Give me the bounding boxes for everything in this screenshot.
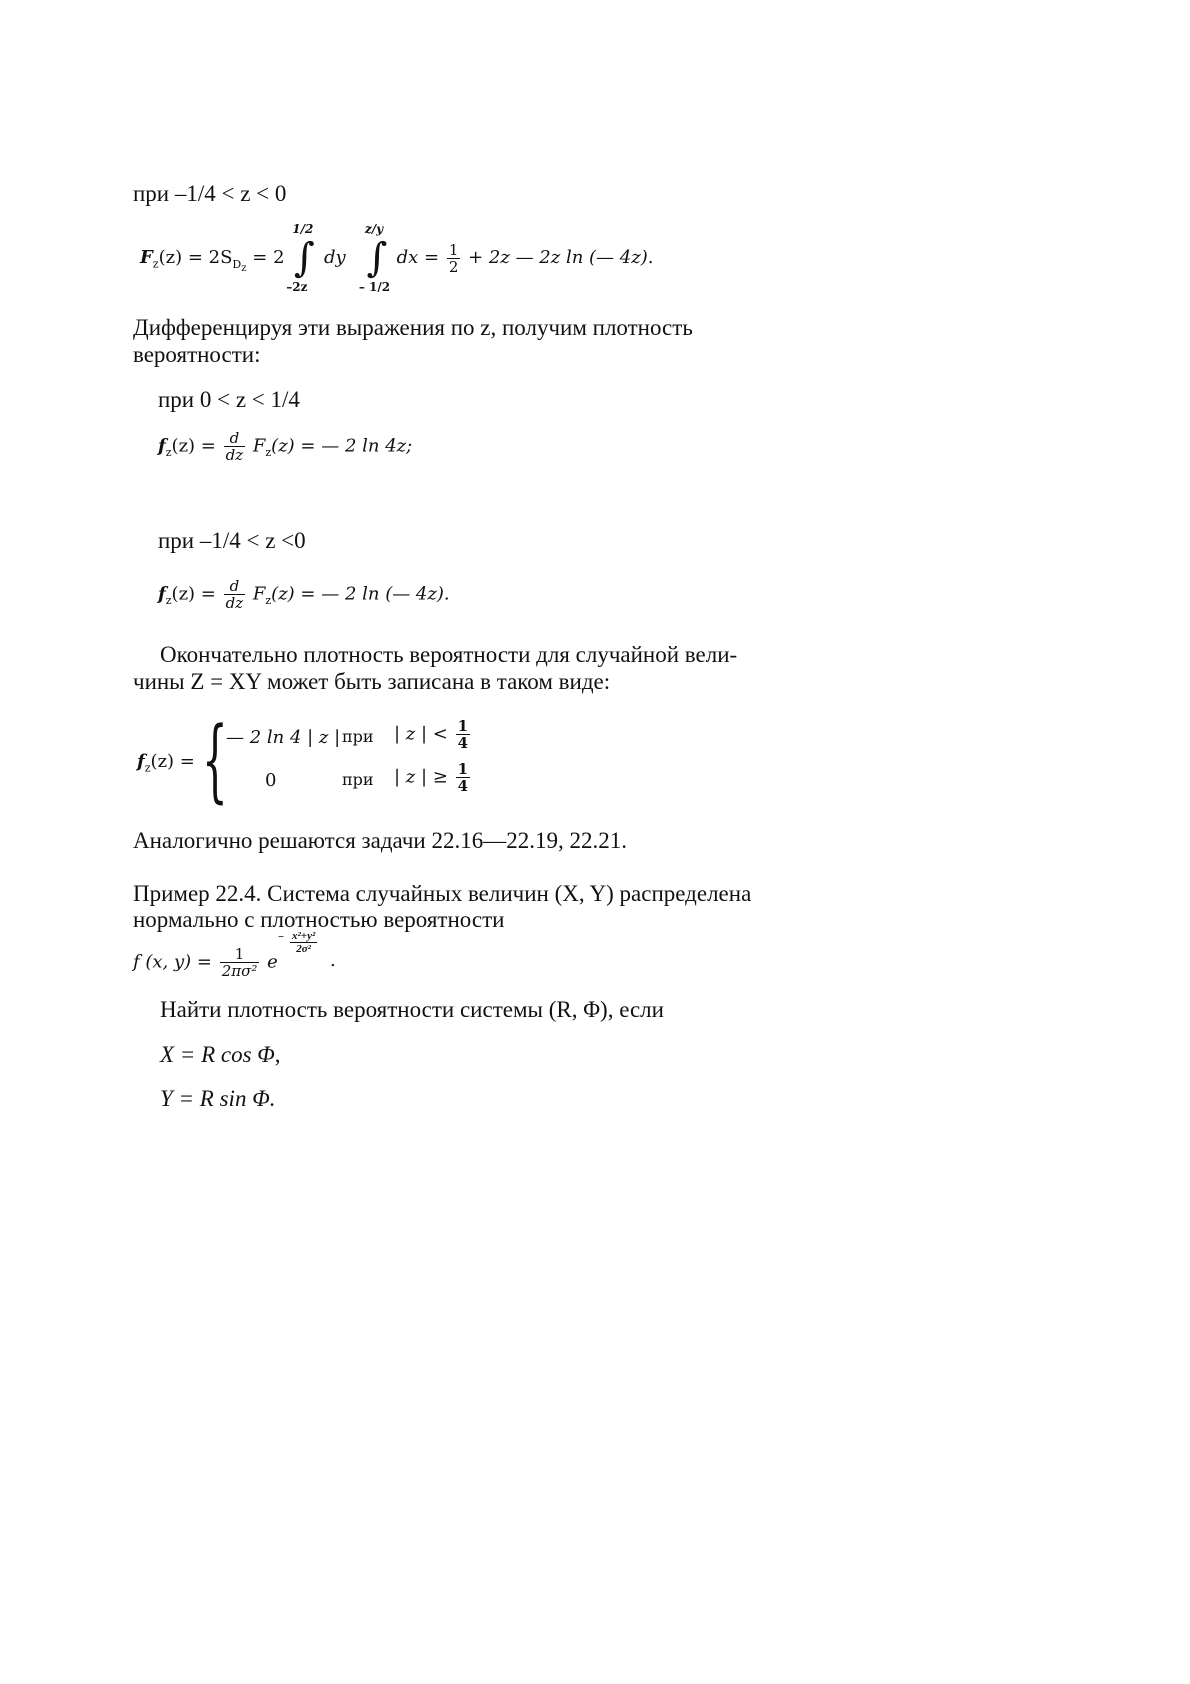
integral-sign: z/y ∫ – 1/2 <box>358 222 391 294</box>
exponent-minus: – <box>278 929 284 943</box>
paragraph-differentiate-line1: Дифференцируя эти выражения по z, получим плотность <box>133 315 693 340</box>
formula-pdf-positive: $f_z(z)$ = $\frac{d}{dz}$ $F_z(z)$ = — 2 ln 4z; <box>158 429 413 464</box>
case-label-positive: при 0 < z < 1/4 <box>158 387 300 412</box>
paragraph-differentiate-line2: вероятности: <box>133 342 261 367</box>
piecewise-row-1: — 2 ln 4 | z | <box>226 727 341 748</box>
piecewise-row-2: 0 <box>265 770 277 791</box>
paragraph-final-line2: чины Z = XY может быть записана в таком виде: <box>133 669 611 694</box>
paragraph-task: Найти плотность вероятности системы (R, Φ), если <box>160 997 664 1022</box>
exponent-fraction: $\frac{\text{x²+y²}}{\text{2σ²}}$ <box>292 930 316 955</box>
paragraph-example-line2: нормально с плотностью вероятности <box>133 907 505 932</box>
formula-pdf-negative: $f_z(z)$ = $\frac{d}{dz}$ $F_z(z)$ = — 2 ln (— 4z). <box>158 577 450 612</box>
fraction-derivative: $\frac{d}{dz}$ <box>225 577 244 612</box>
equation-x: X = R cos Φ, <box>160 1042 281 1067</box>
paragraph-final-line1: Окончательно плотность вероятности для случайной вели- <box>160 642 738 667</box>
formula-normal-density: f (x, y) = $\frac{1}{\text{2πσ²}}$ e <box>133 945 278 980</box>
case-label-neg-intro: при –1/4 < z < 0 <box>133 181 287 206</box>
equation-y: Y = R sin Φ. <box>160 1086 276 1111</box>
case-label-negative: при –1/4 < z <0 <box>158 528 306 553</box>
paragraph-similar-tasks: Аналогично решаются задачи 22.16—22.19, 22.21. <box>133 828 627 853</box>
fraction-derivative: $\frac{d}{dz}$ <box>225 429 244 464</box>
integral-sign: 1/2 ∫ –2z <box>286 222 315 294</box>
left-brace: { <box>202 708 228 813</box>
fraction-one-half: $\frac{1}{2}$ <box>448 240 459 276</box>
paragraph-example-line1: Пример 22.4. Система случайных величин (X, Y) распределена <box>133 881 752 906</box>
formula-cdf-negative: $F_z(z) = 2S_{D_z} = 2$ 1/2 ∫ –2z dy z/y ∫ – 1/2 dx = $\frac{1}{2}$ + 2z — 2z ln (— 4z). <box>140 222 654 294</box>
